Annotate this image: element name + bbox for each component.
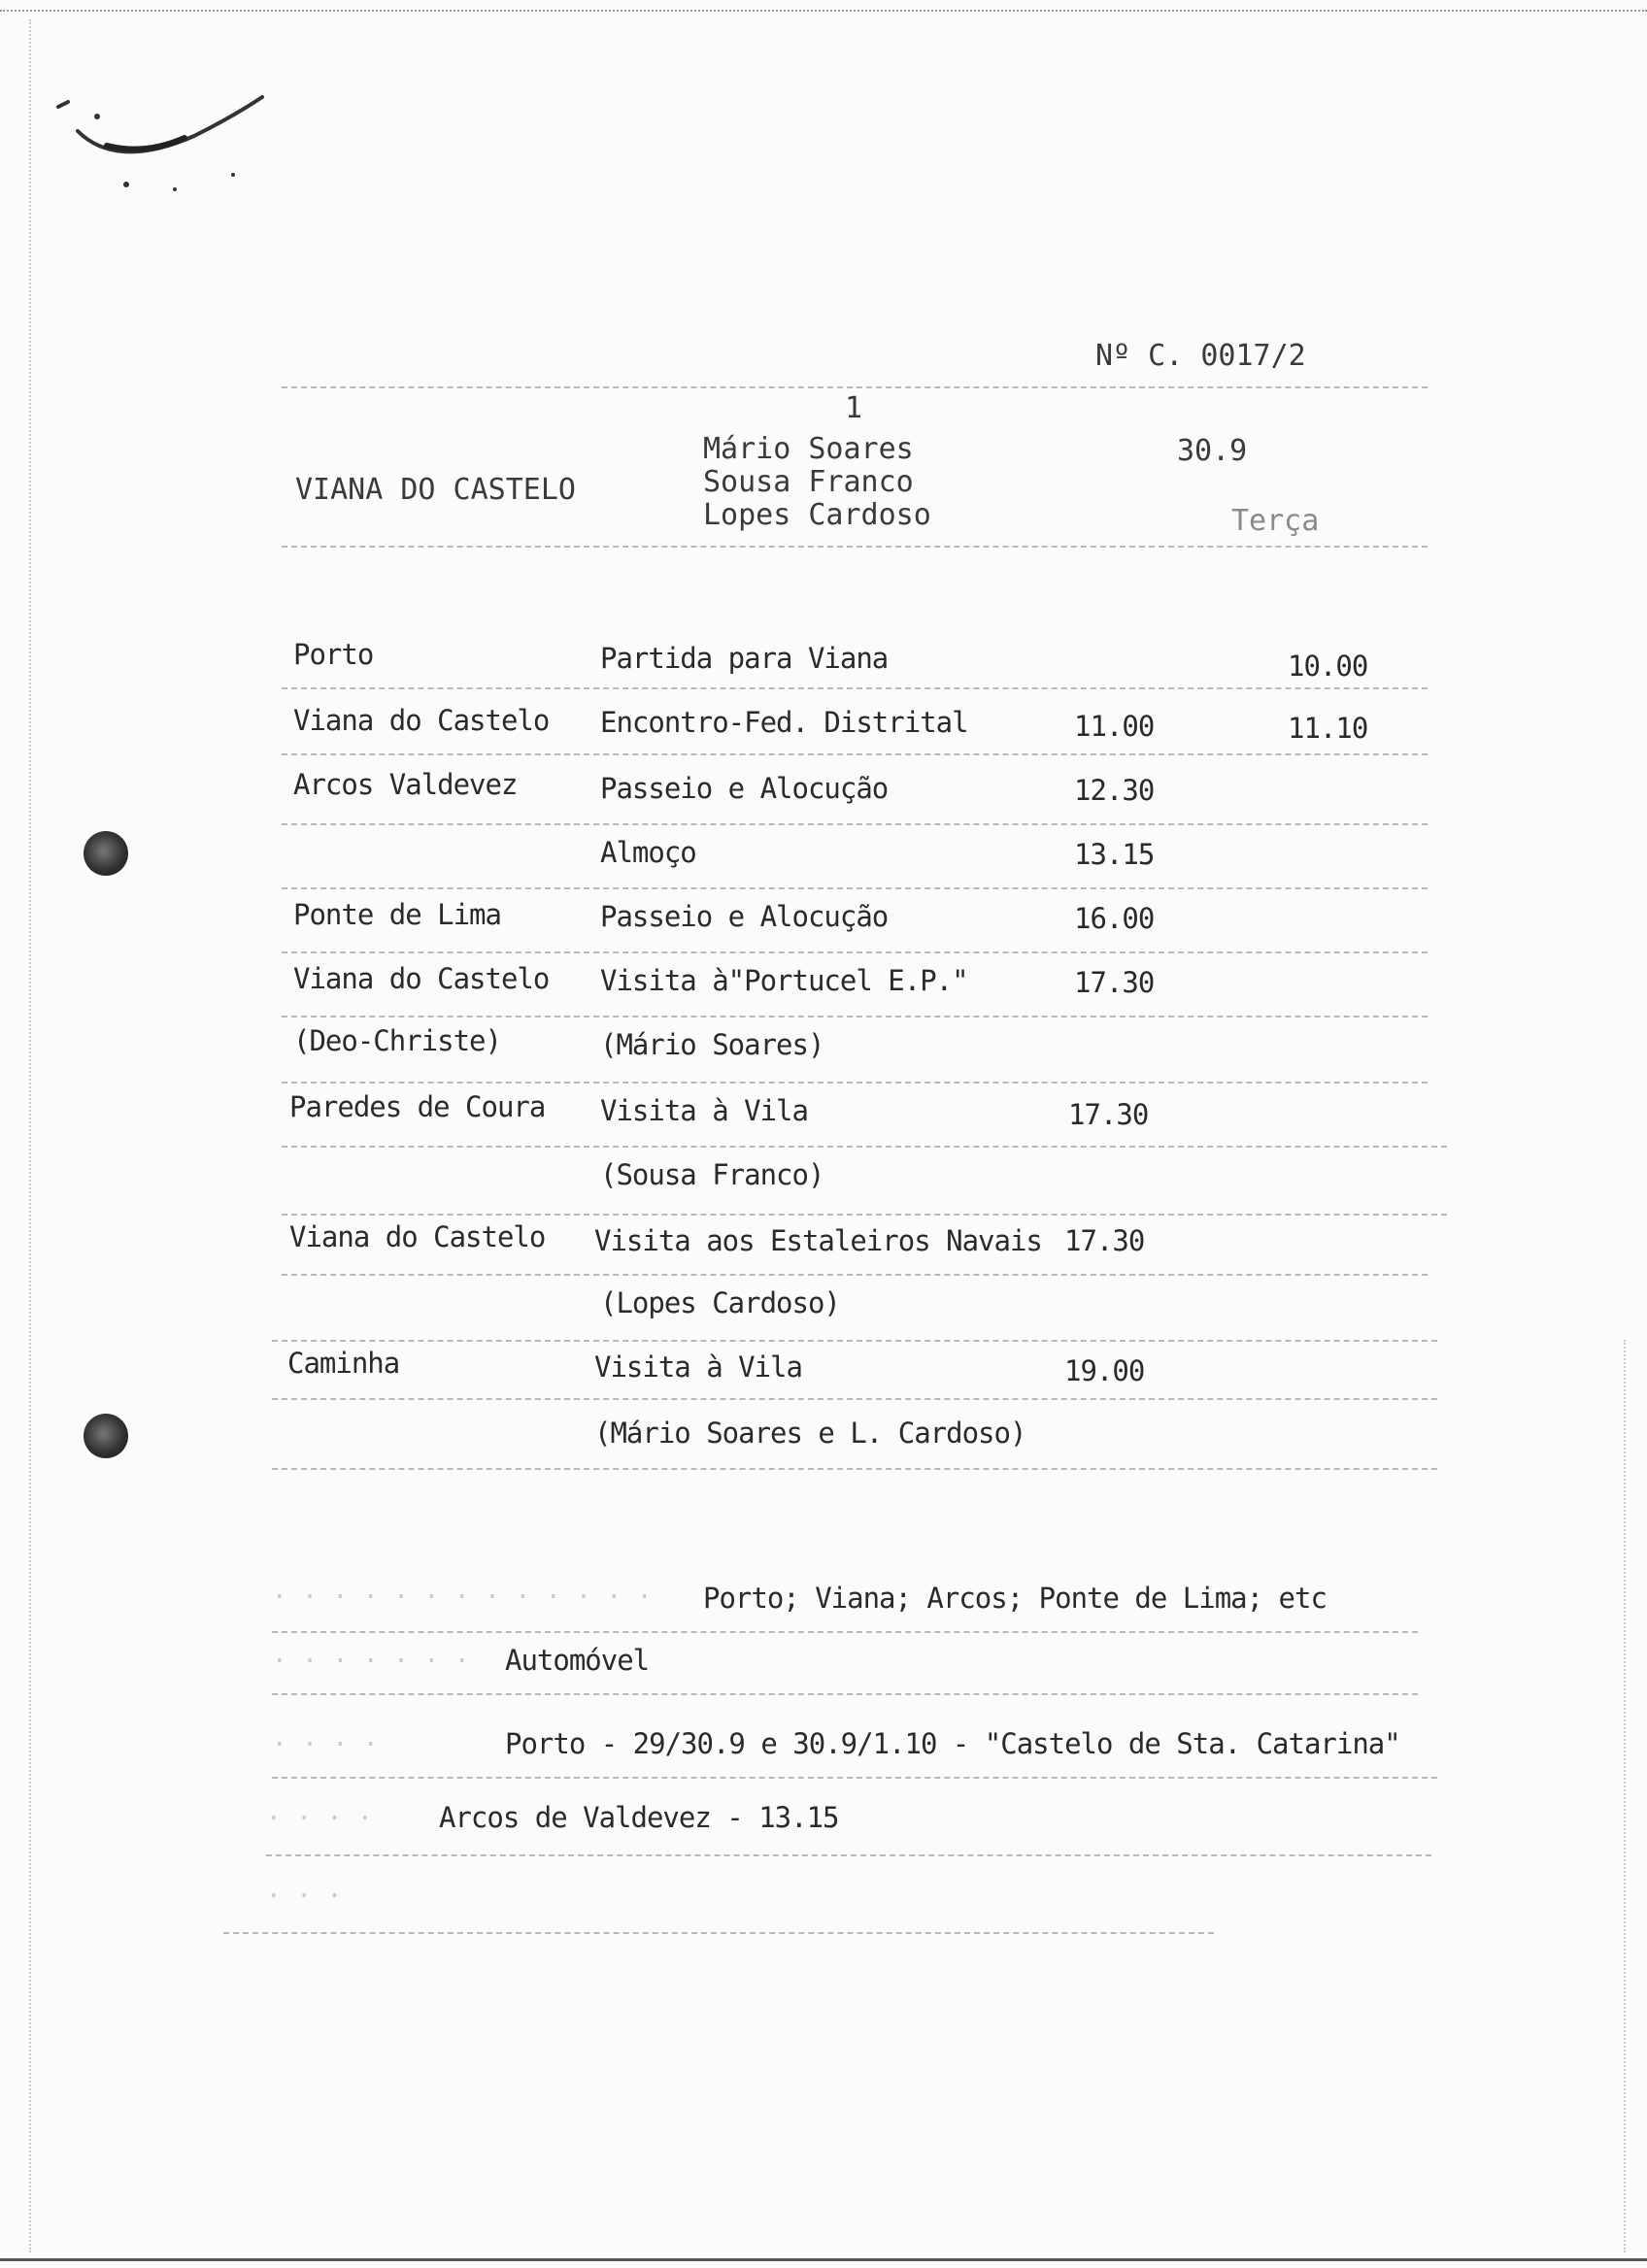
row-event: (Sousa Franco): [600, 1158, 824, 1191]
page-left-edge: [29, 19, 31, 2252]
row-time: 17.30: [1074, 966, 1155, 999]
weekday: Terça: [1231, 504, 1320, 538]
row-time: 13.15: [1074, 838, 1155, 871]
page-number: 1: [845, 391, 863, 425]
footer-rule: [272, 1693, 1418, 1695]
row-place: Viana do Castelo: [293, 704, 550, 737]
row-event: (Lopes Cardoso): [600, 1286, 840, 1319]
person-name: Sousa Franco: [703, 465, 914, 499]
itinerary-value: Porto; Viana; Arcos; Ponte de Lima; etc: [703, 1582, 1327, 1615]
header-top-rule: [282, 386, 1428, 388]
header-bottom-rule: [282, 546, 1428, 548]
row-divider: [282, 887, 1428, 889]
person-name: Mário Soares: [703, 432, 914, 466]
row-event: Visita à"Portucel E.P.": [600, 964, 968, 997]
row-place: Arcos Valdevez: [293, 768, 518, 801]
header-place: VIANA DO CASTELO: [295, 473, 576, 507]
row-time: 11.00: [1074, 710, 1155, 743]
row-divider: [272, 1398, 1437, 1400]
row-place: Viana do Castelo: [289, 1220, 546, 1253]
row-time-2: 11.10: [1288, 712, 1368, 745]
pen-mark-icon: [39, 78, 272, 194]
row-divider: [282, 823, 1428, 825]
row-divider: [282, 1274, 1428, 1276]
row-event: Passeio e Alocução: [600, 900, 889, 933]
row-divider: [282, 1146, 1447, 1148]
row-event: (Mário Soares): [600, 1028, 824, 1061]
faded-form-label: · · · ·: [272, 1730, 379, 1759]
row-event: Partida para Viana: [600, 642, 889, 675]
footer-rule: [272, 1777, 1437, 1779]
row-divider: [282, 753, 1428, 755]
row-time: 12.30: [1074, 774, 1155, 807]
row-time-2: 10.00: [1288, 650, 1368, 683]
faded-form-label: · · · · · · ·: [272, 1647, 470, 1676]
row-place: Viana do Castelo: [293, 962, 550, 995]
row-divider: [272, 1340, 1437, 1342]
page-right-edge: [1624, 1340, 1626, 2252]
row-time: 19.00: [1064, 1354, 1145, 1387]
footer-rule: [272, 1631, 1418, 1633]
row-divider: [272, 1468, 1437, 1470]
row-divider: [282, 951, 1428, 953]
row-event: Passeio e Alocução: [600, 772, 889, 805]
lodging-value: Porto - 29/30.9 e 30.9/1.10 - "Castelo de Sta. Catarina": [505, 1727, 1400, 1760]
row-place: Caminha: [287, 1347, 400, 1380]
page-top-edge: [0, 0, 1647, 12]
faded-form-label: · · · ·: [266, 1804, 373, 1833]
row-time: 17.30: [1064, 1224, 1145, 1257]
row-divider: [282, 1082, 1428, 1084]
punch-hole-icon: [84, 1414, 128, 1458]
doc-number: Nº C. 0017/2: [1095, 339, 1306, 373]
meal-value: Arcos de Valdevez - 13.15: [439, 1801, 839, 1834]
row-divider: [282, 1214, 1447, 1216]
punch-hole-icon: [84, 831, 128, 876]
row-event: Visita aos Estaleiros Navais: [594, 1224, 1042, 1257]
row-place: (Deo-Christe): [293, 1024, 501, 1057]
date: 30.9: [1177, 434, 1248, 468]
row-place: Porto: [293, 638, 374, 671]
footer-rule: [223, 1932, 1214, 1934]
faded-form-label: · · ·: [266, 1882, 343, 1911]
row-event: Visita à Vila: [600, 1094, 808, 1127]
row-divider: [282, 1016, 1428, 1017]
row-divider: [282, 687, 1428, 689]
footer-rule: [266, 1854, 1431, 1856]
row-event: Visita à Vila: [594, 1351, 802, 1384]
row-place: Paredes de Coura: [289, 1090, 546, 1123]
row-time: 17.30: [1068, 1098, 1149, 1131]
page-bottom-edge: [0, 2258, 1647, 2261]
row-event: (Mário Soares e L. Cardoso): [594, 1417, 1026, 1450]
row-place: Ponte de Lima: [293, 898, 501, 931]
row-time: 16.00: [1074, 902, 1155, 935]
faded-form-label: · · · · · · · · · · · · ·: [272, 1583, 653, 1612]
person-name: Lopes Cardoso: [703, 498, 931, 532]
row-event: Almoço: [600, 836, 696, 869]
transport-value: Automóvel: [505, 1644, 650, 1677]
row-event: Encontro-Fed. Distrital: [600, 706, 968, 739]
